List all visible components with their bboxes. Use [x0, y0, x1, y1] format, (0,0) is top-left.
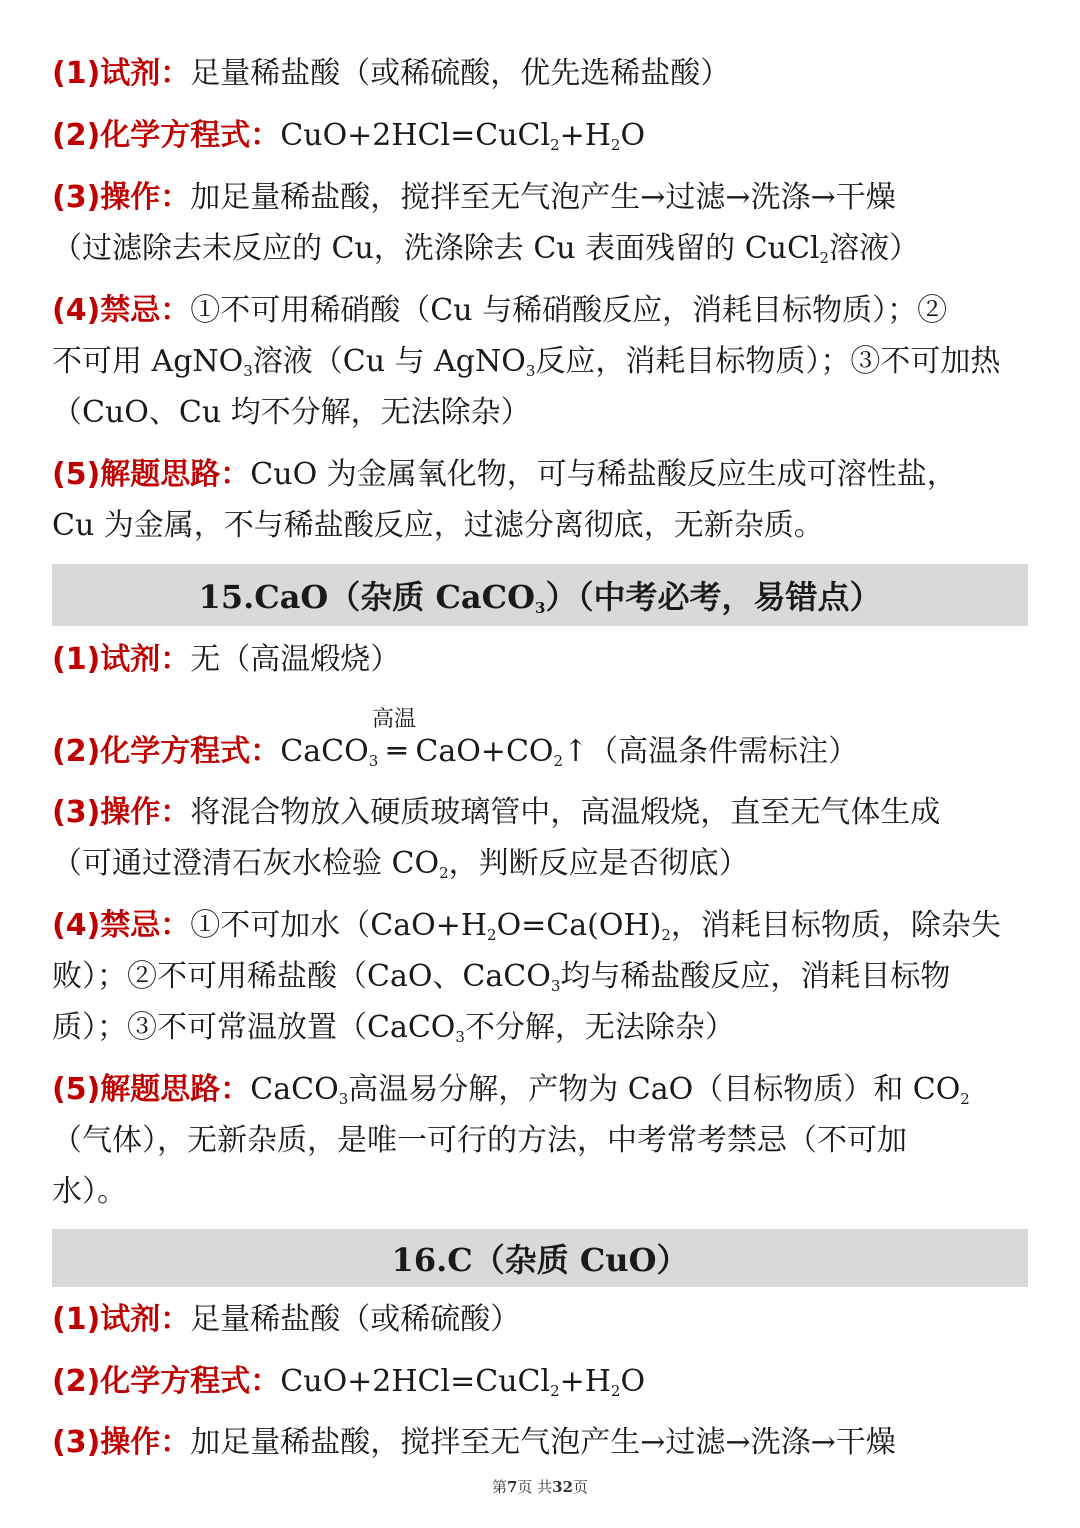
- s15-approach-line: [52, 1070, 1028, 1110]
- text: ，判断反应是否彻底）: [448, 846, 749, 881]
- text: 不分解，无法除杂）: [464, 1010, 735, 1045]
- s14-taboo-line-2: [52, 342, 1028, 382]
- equals-sign: ═: [378, 734, 416, 769]
- text: ①不可用稀硝酸（Cu 与稀硝酸反应，消耗目标物质）；②: [190, 293, 948, 328]
- s15-taboo-line: [52, 906, 1028, 946]
- label: (4)禁忌：: [52, 293, 191, 328]
- s14-operation-line-2: [52, 229, 1028, 269]
- text: 反应，消耗目标物质）；③不可加热: [535, 344, 1001, 379]
- section-16-title-bar: [52, 1229, 1028, 1287]
- eq-part: O: [620, 1364, 646, 1399]
- subscript: 3: [535, 599, 546, 617]
- label: (1)试剂：: [52, 1302, 191, 1337]
- s15-operation-line-2: [52, 844, 1028, 884]
- subscript: 2: [819, 249, 830, 267]
- eq-part: CaO+CO: [415, 734, 554, 769]
- s16-reagent-line: [52, 1300, 1028, 1340]
- subscript: 2: [550, 136, 560, 154]
- s14-reagent-line: [52, 54, 1028, 94]
- text: （过滤除去未反应的 Cu，洗涤除去 Cu 表面残留的 CuCl: [52, 231, 820, 266]
- text: 溶液（Cu 与 AgNO: [252, 344, 526, 379]
- eq-part: +H: [559, 1364, 611, 1399]
- eq-part: CuO+2HCl=CuCl: [280, 1364, 551, 1399]
- s14-approach-line-2: [52, 506, 1028, 546]
- subscript: 2: [439, 864, 449, 882]
- subscript: 2: [550, 1382, 560, 1400]
- label: (1)试剂：: [52, 642, 191, 677]
- text: 溶液）: [829, 231, 920, 266]
- subscript: 2: [610, 136, 621, 154]
- text: （可通过澄清石灰水检验 CO: [52, 846, 440, 881]
- text: CaCO: [250, 1072, 339, 1107]
- label: (5)解题思路：: [52, 1072, 251, 1107]
- label: (3)操作：: [52, 1425, 191, 1460]
- text: 无（高温煅烧）: [190, 642, 401, 677]
- subscript: 3: [455, 1028, 465, 1046]
- s15-approach-line-2: [52, 1121, 1028, 1161]
- subscript: 3: [243, 362, 253, 380]
- section-title: 16.C（杂质 CuO）: [391, 1241, 689, 1279]
- text: 不可用 AgNO: [52, 344, 244, 379]
- subscript: 2: [661, 926, 671, 944]
- label: (2)化学方程式：: [52, 1364, 281, 1399]
- text: （气体），无新杂质，是唯一可行的方法，中考常考禁忌（不可加: [52, 1123, 907, 1158]
- s16-equation-line: [52, 1362, 1028, 1402]
- text: Cu 为金属，不与稀盐酸反应，过滤分离彻底，无新杂质。: [52, 508, 824, 543]
- section-title: 15.CaO（杂质 CaCO$_3$）（中考必考，易错点）: [198, 578, 882, 617]
- subscript: 2: [487, 926, 497, 944]
- text: 加足量稀盐酸，搅拌至无气泡产生→过滤→洗涤→干燥: [190, 1425, 896, 1460]
- subscript: 2: [960, 1090, 970, 1108]
- subscript: 3: [550, 977, 561, 995]
- label: (2)化学方程式：: [52, 118, 281, 153]
- label: (4)禁忌：: [52, 908, 191, 943]
- text: ，消耗目标物质，除杂失: [670, 908, 1001, 943]
- eq-part: ↑（高温条件需标注）: [563, 734, 859, 769]
- page-number: 7: [506, 1478, 518, 1496]
- section-15-title-bar: [52, 564, 1028, 626]
- text: （CuO、Cu 均不分解，无法除杂）: [52, 395, 531, 430]
- subscript: 3: [525, 362, 536, 380]
- s15-operation-line: [52, 793, 1028, 833]
- text: 均与稀盐酸反应，消耗目标物: [560, 959, 951, 994]
- text: 足量稀盐酸（或稀硫酸）: [190, 1302, 521, 1337]
- s15-approach-line-3: [52, 1172, 1028, 1212]
- s14-taboo-line: [52, 291, 1028, 331]
- eq-part: +H: [559, 118, 611, 153]
- subscript: 3: [368, 752, 379, 770]
- subscript: 2: [553, 752, 564, 770]
- text: 质）；③不可常温放置（CaCO: [52, 1010, 456, 1045]
- s14-equation-line: [52, 116, 1028, 156]
- s15-equation-line: [52, 732, 1028, 772]
- text: 将混合物放入硬质玻璃管中，高温煅烧，直至无气体生成: [190, 795, 941, 830]
- text: 败）；②不可用稀盐酸（CaO、CaCO: [52, 959, 551, 994]
- eq-part: O: [620, 118, 646, 153]
- s15-reagent-line: [52, 640, 1028, 680]
- text: O=Ca(OH): [496, 908, 662, 943]
- s14-operation-line: [52, 178, 1028, 218]
- total-pages: 32: [552, 1478, 574, 1496]
- eq-part: CaCO: [280, 734, 369, 769]
- text: 加足量稀盐酸，搅拌至无气泡产生→过滤→洗涤→干燥: [190, 180, 896, 215]
- s16-operation-line: [52, 1423, 1028, 1463]
- label: (3)操作：: [52, 795, 191, 830]
- label: (2)化学方程式：: [52, 734, 281, 769]
- text: 高温易分解，产物为 CaO（目标物质）和 CO: [348, 1072, 961, 1107]
- text: 水）。: [52, 1174, 127, 1209]
- text: CuO 为金属氧化物，可与稀盐酸反应生成可溶性盐，: [250, 457, 957, 492]
- label: (1)试剂：: [52, 56, 191, 91]
- reaction-condition: 高温: [372, 707, 417, 732]
- subscript: 2: [610, 1382, 621, 1400]
- s15-taboo-line-3: [52, 1008, 1028, 1048]
- label: (3)操作：: [52, 180, 191, 215]
- s14-taboo-line-3: [52, 393, 1028, 433]
- eq-part: CuO+2HCl=CuCl: [280, 118, 551, 153]
- page-footer: 第7页 共32页: [491, 1478, 589, 1496]
- text: ①不可加水（CaO+H: [190, 908, 488, 943]
- s14-approach-line: [52, 455, 1028, 495]
- label: (5)解题思路：: [52, 457, 251, 492]
- s15-taboo-line-2: [52, 957, 1028, 997]
- text: 足量稀盐酸（或稀硫酸，优先选稀盐酸）: [190, 56, 731, 91]
- subscript: 3: [338, 1090, 349, 1108]
